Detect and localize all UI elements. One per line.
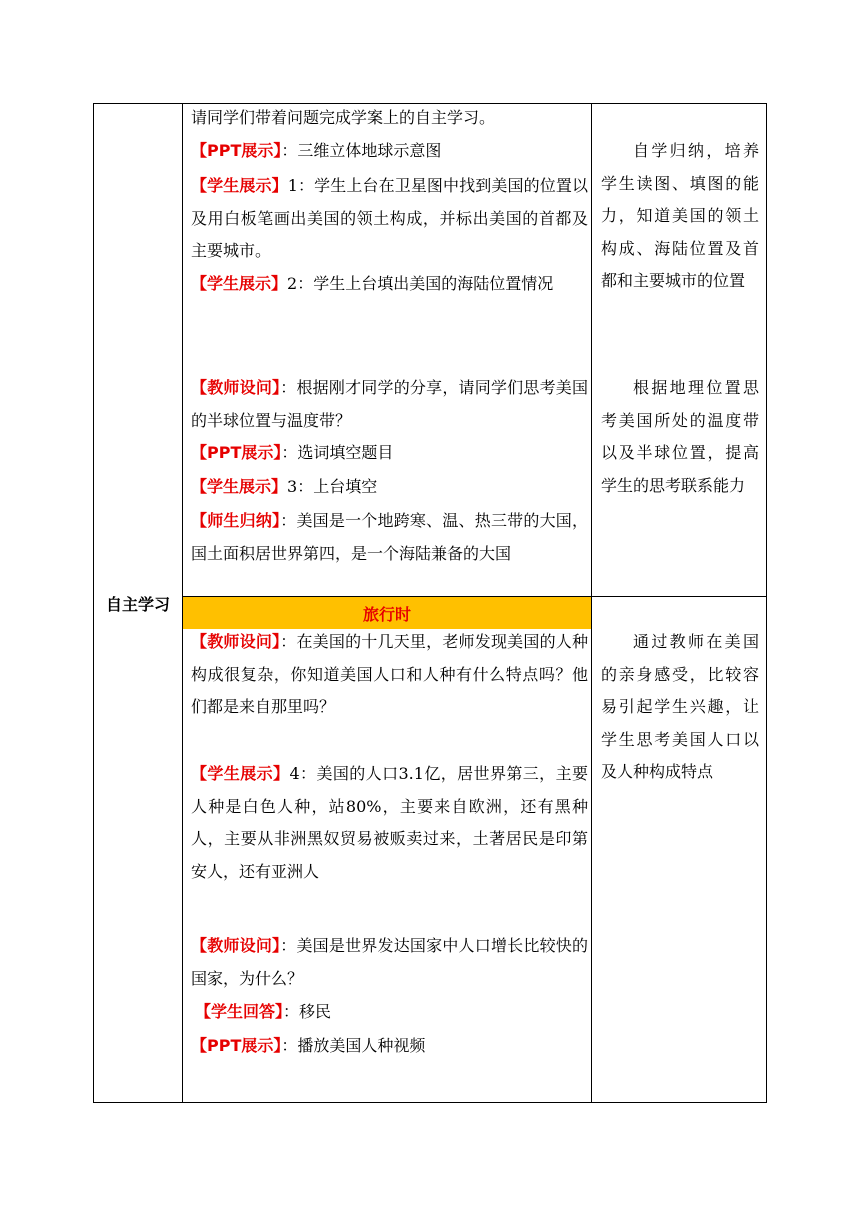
activity-item: 【学生展示】3：上台填空 — [191, 477, 378, 496]
activity-item: 【学生展示】2：学生上台填出美国的海陆位置情况 — [191, 274, 554, 293]
design-note: 自学归纳，培养学生读图、填图的能力，知道美国的领土构成、海陆位置及首都和主要城市的位置 — [601, 141, 759, 290]
lesson-table — [93, 103, 767, 1103]
activity-item: 【教师设问】：根据刚才同学的分享，请同学们思考美国的半球位置与温度带？ — [191, 378, 588, 430]
activity-item: 【学生展示】1：学生上台在卫星图中找到美国的位置以及用白板笔画出美国的领土构成，并标出美国的首都及主要城市。 — [191, 176, 588, 260]
intro-text: 请同学们带着问题完成学案上的自主学习。 — [191, 108, 496, 127]
activity-item: 【PPT展示】：选词填空题目 — [191, 443, 394, 462]
column-divider — [591, 104, 592, 1102]
activity-item: 【教师设问】：在美国的十几天里，老师发现美国的人种构成很复杂，你知道美国人口和人种有什么特点吗？他们都是来自那里吗？ — [191, 632, 588, 716]
activity-item: 【学生展示】4：美国的人口3.1亿，居世界第三，主要人种是白色人种，站80%，主要来自欧洲，还有黑种人，主要从非洲黑奴贸易被贩卖过来，土著居民是印第安人，还有亚洲人 — [191, 764, 588, 881]
activity-item: 【教师设问】：美国是世界发达国家中人口增长比较快的国家，为什么？ — [191, 936, 588, 988]
activity-item: 【师生归纳】：美国是一个地跨寒、温、热三带的大国，国土面积居世界第四，是一个海陆兼备的大国 — [191, 511, 588, 563]
activity-item: 【PPT展示】：三维立体地球示意图 — [191, 141, 442, 160]
section-label: 自主学习 — [105, 594, 170, 614]
design-note: 根据地理位置思考美国所处的温度带以及半球位置，提高学生的思考联系能力 — [601, 378, 759, 495]
travel-banner: 旅行时 — [183, 597, 591, 629]
design-note: 通过教师在美国的亲身感受，比较容易引起学生兴趣，让学生思考美国人口以及人种构成特点 — [601, 632, 759, 781]
activity-item: 【学生回答】：移民 — [195, 1002, 332, 1021]
activity-item: 【PPT展示】：播放美国人种视频 — [191, 1036, 426, 1055]
